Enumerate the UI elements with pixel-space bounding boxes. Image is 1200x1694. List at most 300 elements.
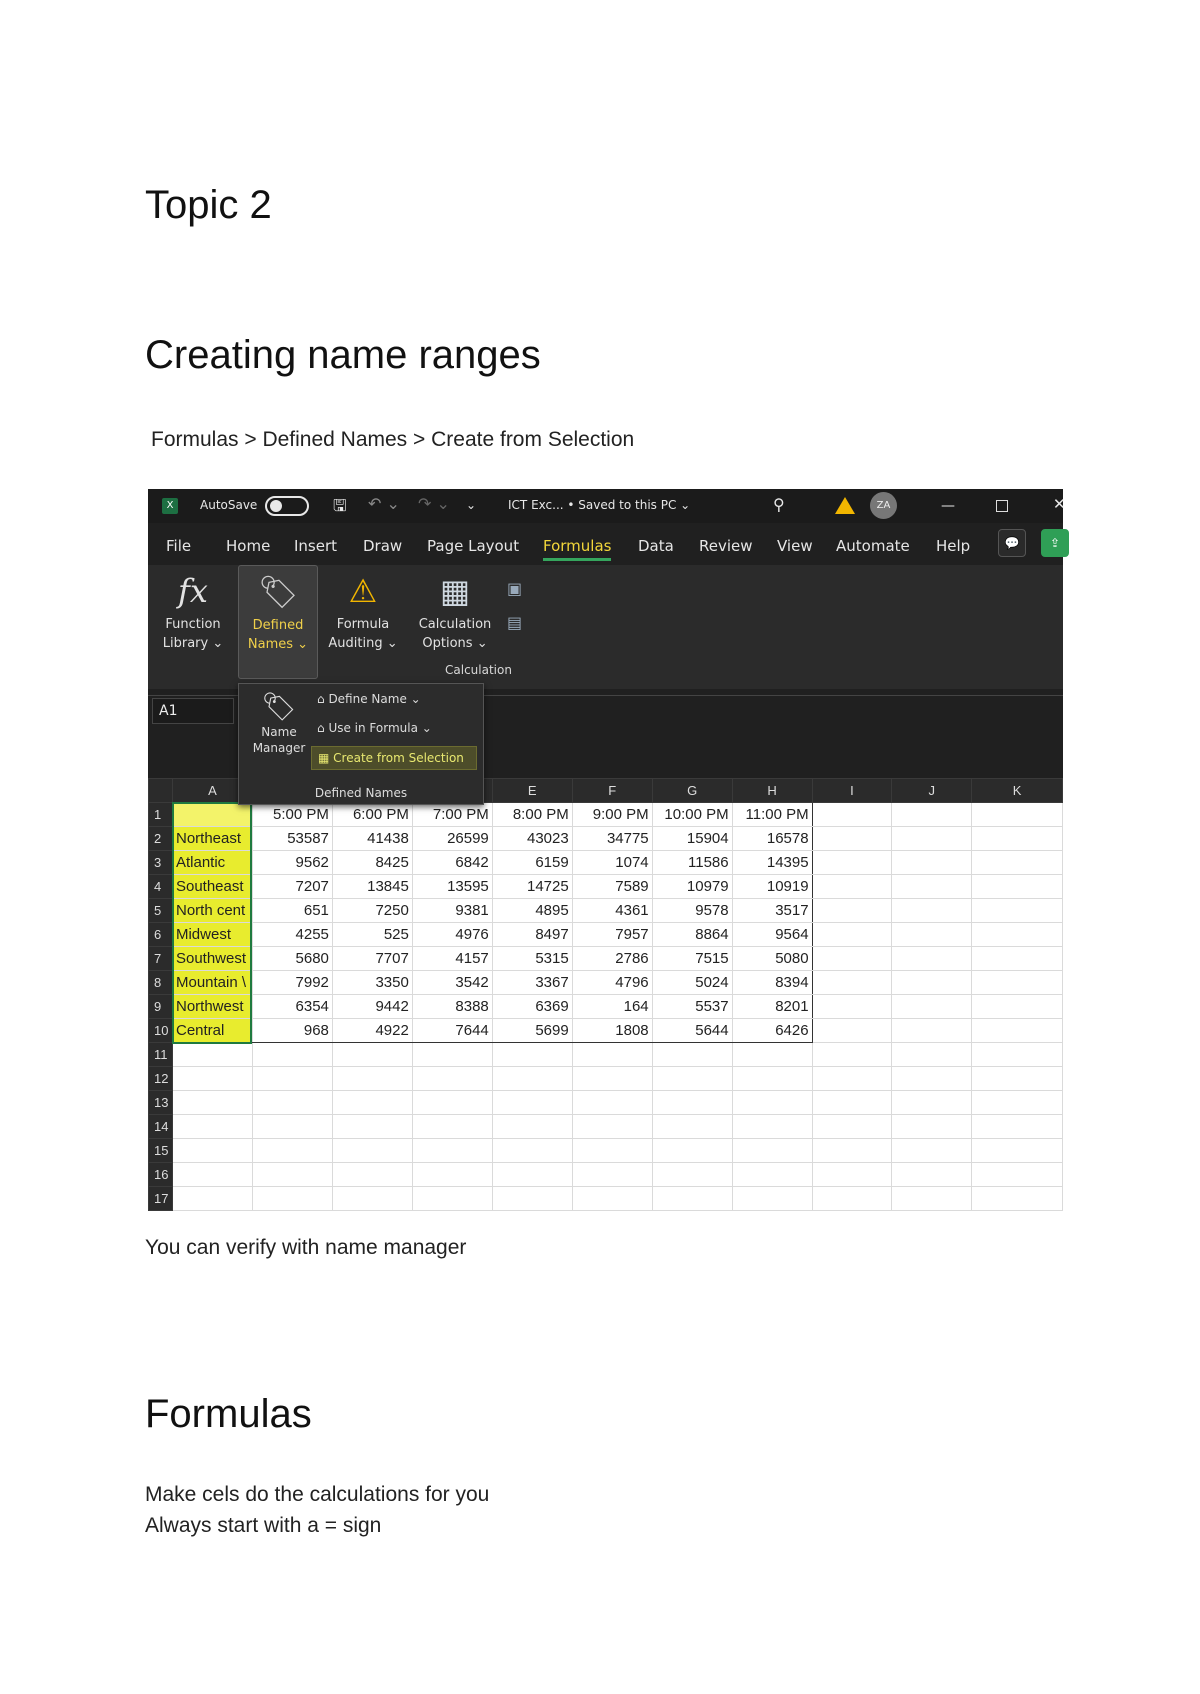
maximize-icon[interactable] [996, 500, 1008, 512]
data-cell[interactable] [972, 1115, 1063, 1139]
data-cell[interactable] [972, 1187, 1063, 1211]
row-label-cell[interactable]: Midwest [172, 923, 252, 947]
table-row [149, 1163, 1063, 1187]
data-cell[interactable] [652, 1115, 732, 1139]
data-cell[interactable] [812, 851, 892, 875]
data-cell[interactable] [972, 971, 1063, 995]
row-label-cell[interactable]: Northeast [172, 827, 252, 851]
data-cell[interactable]: 7957 [572, 923, 652, 947]
data-cell[interactable] [892, 995, 972, 1019]
data-cell[interactable] [892, 1091, 972, 1115]
data-cell[interactable] [652, 1187, 732, 1211]
section-heading-name-ranges: Creating name ranges [145, 333, 541, 377]
data-cell[interactable] [892, 971, 972, 995]
data-cell[interactable]: 13845 [332, 875, 412, 899]
data-cell[interactable]: 15904 [652, 827, 732, 851]
data-cell[interactable] [892, 1115, 972, 1139]
data-cell[interactable] [332, 1163, 412, 1187]
calculation-options-label-2: Options ⌄ [422, 636, 488, 651]
tab-file[interactable]: File [166, 537, 192, 555]
data-cell[interactable] [252, 1091, 332, 1115]
defined-names-dropdown [238, 683, 484, 805]
tab-data[interactable]: Data [638, 537, 674, 555]
column-header[interactable]: K [972, 779, 1063, 803]
data-cell[interactable] [492, 1115, 572, 1139]
data-cell[interactable] [492, 1187, 572, 1211]
data-cell[interactable] [892, 851, 972, 875]
row-header[interactable]: 8 [149, 971, 173, 995]
data-cell[interactable]: 11:00 PM [732, 803, 812, 827]
row-label-cell[interactable]: Southwest [172, 947, 252, 971]
row-header[interactable]: 3 [149, 851, 173, 875]
topic-heading: Topic 2 [145, 183, 272, 227]
data-cell[interactable] [572, 1043, 652, 1067]
data-cell[interactable] [252, 1163, 332, 1187]
data-cell[interactable]: 4922 [332, 1019, 412, 1043]
tab-review[interactable]: Review [699, 537, 753, 555]
row-label-cell[interactable] [172, 1091, 252, 1115]
close-icon[interactable]: ✕ [1053, 495, 1066, 513]
data-cell[interactable] [972, 827, 1063, 851]
data-cell[interactable] [892, 1139, 972, 1163]
share-button[interactable]: ⇪ [1041, 529, 1069, 557]
data-cell[interactable]: 5644 [652, 1019, 732, 1043]
row-label-cell[interactable] [172, 1163, 252, 1187]
data-cell[interactable]: 6:00 PM [332, 803, 412, 827]
data-cell[interactable]: 9:00 PM [572, 803, 652, 827]
document-title[interactable]: ICT Exc... • Saved to this PC ⌄ [508, 498, 691, 512]
data-cell[interactable] [812, 803, 892, 827]
data-cell[interactable]: 41438 [332, 827, 412, 851]
formula-auditing-label: Formula [336, 617, 390, 632]
row-label-cell[interactable] [172, 1067, 252, 1091]
data-cell[interactable] [332, 1067, 412, 1091]
data-cell[interactable]: 7707 [332, 947, 412, 971]
use-in-formula-label: Use in Formula ⌄ [328, 721, 432, 735]
excel-logo-icon: X [162, 498, 178, 514]
data-cell[interactable] [572, 1115, 652, 1139]
data-cell[interactable] [972, 1163, 1063, 1187]
formula-note-2: Always start with a = sign [145, 1514, 382, 1537]
row-header[interactable]: 4 [149, 875, 173, 899]
data-cell[interactable] [732, 1163, 812, 1187]
data-cell[interactable] [412, 1115, 492, 1139]
data-cell[interactable] [892, 1019, 972, 1043]
data-cell[interactable] [812, 1067, 892, 1091]
save-icon[interactable]: 🖫 [333, 496, 347, 515]
data-cell[interactable] [732, 1187, 812, 1211]
row-label-cell[interactable] [172, 1115, 252, 1139]
data-cell[interactable]: 7515 [652, 947, 732, 971]
data-cell[interactable]: 164 [572, 995, 652, 1019]
row-label-cell[interactable]: Central [172, 1019, 252, 1043]
data-cell[interactable] [892, 1043, 972, 1067]
data-cell[interactable]: 5315 [492, 947, 572, 971]
name-manager-icon: 🏷 [261, 690, 297, 723]
column-header[interactable]: I [812, 779, 892, 803]
function-library-button[interactable] [160, 571, 226, 663]
data-cell[interactable] [252, 1115, 332, 1139]
data-cell[interactable]: 6842 [412, 851, 492, 875]
data-cell[interactable]: 6426 [732, 1019, 812, 1043]
data-cell[interactable]: 5537 [652, 995, 732, 1019]
data-cell[interactable]: 7250 [332, 899, 412, 923]
data-cell[interactable] [972, 1067, 1063, 1091]
data-cell[interactable]: 6354 [252, 995, 332, 1019]
create-from-selection-item[interactable] [311, 746, 477, 770]
data-cell[interactable] [972, 875, 1063, 899]
data-cell[interactable] [972, 1043, 1063, 1067]
ribbon-tabs [148, 529, 1063, 561]
data-cell[interactable]: 8:00 PM [492, 803, 572, 827]
data-cell[interactable]: 9564 [732, 923, 812, 947]
data-cell[interactable]: 3542 [412, 971, 492, 995]
section-heading-formulas: Formulas [145, 1392, 312, 1436]
data-cell[interactable] [972, 851, 1063, 875]
data-cell[interactable]: 6159 [492, 851, 572, 875]
data-cell[interactable]: 5080 [732, 947, 812, 971]
table-row [149, 1043, 1063, 1067]
data-cell[interactable] [812, 1163, 892, 1187]
data-cell[interactable]: 4895 [492, 899, 572, 923]
row-header[interactable]: 9 [149, 995, 173, 1019]
data-cell[interactable] [812, 1019, 892, 1043]
name-manager-label: Name [261, 725, 297, 739]
data-cell[interactable]: 525 [332, 923, 412, 947]
name-manager-button[interactable] [247, 690, 311, 756]
row-header[interactable]: 16 [149, 1163, 173, 1187]
table-row [149, 827, 1063, 851]
row-label-cell[interactable]: Atlantic [172, 851, 252, 875]
data-cell[interactable]: 9381 [412, 899, 492, 923]
undo-icon[interactable]: ↶ ⌄ [368, 494, 400, 513]
data-cell[interactable]: 10919 [732, 875, 812, 899]
data-cell[interactable] [892, 1067, 972, 1091]
data-cell[interactable]: 7:00 PM [412, 803, 492, 827]
row-header[interactable]: 14 [149, 1115, 173, 1139]
data-cell[interactable] [412, 1163, 492, 1187]
function-library-label: Function [165, 617, 221, 632]
create-from-selection-label: Create from Selection [333, 751, 464, 765]
data-cell[interactable]: 4976 [412, 923, 492, 947]
data-cell[interactable] [892, 827, 972, 851]
menu-path-text: Formulas > Defined Names > Create from Selection [151, 428, 635, 451]
data-cell[interactable] [972, 1019, 1063, 1043]
calculate-now-icon[interactable]: ▣ [507, 579, 523, 598]
row-label-cell[interactable] [172, 1187, 252, 1211]
calculation-options-label: Calculation [418, 617, 492, 632]
data-cell[interactable]: 8864 [652, 923, 732, 947]
data-cell[interactable] [892, 899, 972, 923]
verify-text: You can verify with name manager [145, 1236, 467, 1259]
data-cell[interactable] [732, 1043, 812, 1067]
table-row [149, 923, 1063, 947]
data-cell[interactable]: 1808 [572, 1019, 652, 1043]
use-in-formula-item[interactable] [311, 717, 477, 741]
data-cell[interactable] [892, 923, 972, 947]
data-cell[interactable]: 8394 [732, 971, 812, 995]
data-cell[interactable] [812, 1187, 892, 1211]
calculate-sheet-icon[interactable]: ▤ [507, 613, 523, 632]
autosave-toggle[interactable] [265, 496, 309, 516]
formula-auditing-label-2: Auditing ⌄ [328, 636, 398, 651]
row-header[interactable]: 6 [149, 923, 173, 947]
search-icon[interactable]: ⚲ [773, 495, 785, 514]
excel-titlebar [148, 489, 1066, 523]
data-cell[interactable]: 26599 [412, 827, 492, 851]
data-cell[interactable]: 34775 [572, 827, 652, 851]
data-cell[interactable] [972, 1139, 1063, 1163]
data-cell[interactable] [972, 923, 1063, 947]
data-cell[interactable] [412, 1043, 492, 1067]
data-cell[interactable] [812, 1139, 892, 1163]
data-cell[interactable]: 10:00 PM [652, 803, 732, 827]
data-cell[interactable]: 7207 [252, 875, 332, 899]
tab-view[interactable]: View [777, 537, 813, 555]
row-header[interactable]: 2 [149, 827, 173, 851]
table-row [149, 851, 1063, 875]
data-cell[interactable] [812, 875, 892, 899]
data-cell[interactable] [572, 1091, 652, 1115]
formula-auditing-icon: ⚠ [348, 572, 378, 610]
data-cell[interactable]: 14725 [492, 875, 572, 899]
column-header[interactable]: A [172, 779, 252, 803]
data-cell[interactable] [252, 1187, 332, 1211]
comments-button[interactable]: 💬 [998, 529, 1026, 557]
defined-names-group-label: Defined Names [314, 786, 408, 800]
table-row [149, 1115, 1063, 1139]
data-cell[interactable] [812, 971, 892, 995]
data-cell[interactable]: 43023 [492, 827, 572, 851]
row-header[interactable]: 17 [149, 1187, 173, 1211]
data-cell[interactable]: 3367 [492, 971, 572, 995]
data-cell[interactable] [972, 995, 1063, 1019]
select-all-corner[interactable] [149, 779, 173, 803]
data-cell[interactable] [892, 1187, 972, 1211]
data-cell[interactable] [572, 1139, 652, 1163]
avatar[interactable]: ZA [870, 492, 897, 519]
data-cell[interactable]: 10979 [652, 875, 732, 899]
table-row [149, 995, 1063, 1019]
function-library-label-2: Library ⌄ [162, 636, 224, 651]
defined-names-label-2: Names ⌄ [247, 637, 309, 652]
data-cell[interactable] [732, 1091, 812, 1115]
row-header[interactable]: 11 [149, 1043, 173, 1067]
data-cell[interactable]: 8201 [732, 995, 812, 1019]
data-cell[interactable] [332, 1139, 412, 1163]
row-label-cell[interactable]: Southeast [172, 875, 252, 899]
row-header[interactable]: 15 [149, 1139, 173, 1163]
row-label-cell[interactable] [172, 1043, 252, 1067]
data-cell[interactable] [492, 1043, 572, 1067]
table-row [149, 1187, 1063, 1211]
row-label-cell[interactable]: Mountain \ [172, 971, 252, 995]
data-cell[interactable]: 13595 [412, 875, 492, 899]
data-cell[interactable] [332, 1043, 412, 1067]
table-row [149, 899, 1063, 923]
row-header[interactable]: 1 [149, 803, 173, 827]
column-header[interactable]: G [652, 779, 732, 803]
row-header[interactable]: 10 [149, 1019, 173, 1043]
row-header[interactable]: 5 [149, 899, 173, 923]
data-cell[interactable] [492, 1163, 572, 1187]
column-header[interactable]: J [892, 779, 972, 803]
data-cell[interactable]: 9578 [652, 899, 732, 923]
minimize-icon[interactable]: — [941, 498, 955, 514]
tab-draw[interactable]: Draw [363, 537, 403, 555]
data-cell[interactable]: 5024 [652, 971, 732, 995]
data-cell[interactable]: 5:00 PM [252, 803, 332, 827]
tab-help[interactable]: Help [936, 537, 971, 555]
data-cell[interactable]: 8497 [492, 923, 572, 947]
tab-automate[interactable]: Automate [836, 537, 910, 555]
table-row [149, 947, 1063, 971]
column-header[interactable]: H [732, 779, 812, 803]
data-cell[interactable] [812, 923, 892, 947]
data-cell[interactable] [572, 1067, 652, 1091]
defined-names-label: Defined [252, 618, 304, 633]
table-row [149, 875, 1063, 899]
data-cell[interactable] [892, 1163, 972, 1187]
data-cell[interactable]: 7644 [412, 1019, 492, 1043]
data-cell[interactable] [412, 1091, 492, 1115]
data-cell[interactable] [812, 1115, 892, 1139]
name-box[interactable]: A1 [152, 698, 234, 724]
defined-names-button[interactable] [238, 565, 318, 679]
data-cell[interactable] [492, 1091, 572, 1115]
data-cell[interactable] [652, 1163, 732, 1187]
tab-home[interactable]: Home [226, 537, 271, 555]
data-cell[interactable] [732, 1139, 812, 1163]
data-cell[interactable] [812, 827, 892, 851]
data-cell[interactable] [812, 899, 892, 923]
redo-icon[interactable]: ↷ ⌄ [418, 494, 450, 513]
data-cell[interactable] [652, 1067, 732, 1091]
data-cell[interactable]: 53587 [252, 827, 332, 851]
create-from-selection-icon: ▦ [318, 751, 334, 765]
data-cell[interactable]: 7589 [572, 875, 652, 899]
data-cell[interactable]: 3517 [732, 899, 812, 923]
function-icon: fx [178, 572, 208, 610]
data-cell[interactable] [892, 947, 972, 971]
data-cell[interactable] [652, 1139, 732, 1163]
data-cell[interactable]: 8388 [412, 995, 492, 1019]
formula-auditing-button[interactable] [326, 571, 400, 663]
autosave-label: AutoSave [200, 498, 258, 512]
data-cell[interactable]: 16578 [732, 827, 812, 851]
data-cell[interactable]: 7992 [252, 971, 332, 995]
table-row [149, 803, 1063, 827]
data-cell[interactable] [252, 1067, 332, 1091]
data-cell[interactable] [492, 1067, 572, 1091]
column-header[interactable]: E [492, 779, 572, 803]
data-cell[interactable]: 9442 [332, 995, 412, 1019]
defined-names-icon: 🏷 [257, 573, 299, 611]
data-cell[interactable] [972, 803, 1063, 827]
data-cell[interactable] [812, 1043, 892, 1067]
data-cell[interactable]: 2786 [572, 947, 652, 971]
data-cell[interactable] [652, 1091, 732, 1115]
data-cell[interactable] [412, 1067, 492, 1091]
formula-note-1: Make cels do the calculations for you [145, 1483, 490, 1506]
data-cell[interactable]: 14395 [732, 851, 812, 875]
row-label-cell[interactable] [172, 803, 252, 827]
data-cell[interactable] [892, 803, 972, 827]
table-row [149, 1091, 1063, 1115]
data-cell[interactable] [892, 875, 972, 899]
column-header[interactable]: F [572, 779, 652, 803]
define-name-item[interactable] [311, 688, 477, 712]
tab-page-layout[interactable]: Page Layout [427, 537, 520, 555]
row-label-cell[interactable] [172, 1139, 252, 1163]
data-cell[interactable]: 5699 [492, 1019, 572, 1043]
data-cell[interactable]: 4361 [572, 899, 652, 923]
data-cell[interactable] [652, 1043, 732, 1067]
data-cell[interactable]: 4796 [572, 971, 652, 995]
data-cell[interactable]: 9562 [252, 851, 332, 875]
data-cell[interactable]: 8425 [332, 851, 412, 875]
calculation-options-button[interactable] [413, 571, 497, 663]
data-cell[interactable]: 1074 [572, 851, 652, 875]
tab-insert[interactable]: Insert [294, 537, 338, 555]
warning-icon[interactable] [835, 497, 855, 514]
data-cell[interactable] [252, 1139, 332, 1163]
data-cell[interactable] [412, 1139, 492, 1163]
data-cell[interactable] [332, 1187, 412, 1211]
quick-access-more-icon[interactable]: ⌄ [466, 498, 477, 512]
data-cell[interactable]: 6369 [492, 995, 572, 1019]
data-cell[interactable]: 4157 [412, 947, 492, 971]
data-cell[interactable] [732, 1067, 812, 1091]
calculation-group-label: Calculation [445, 663, 512, 677]
row-header[interactable]: 13 [149, 1091, 173, 1115]
data-cell[interactable] [732, 1115, 812, 1139]
name-manager-label-2: Manager [252, 741, 306, 755]
data-cell[interactable] [332, 1091, 412, 1115]
data-cell[interactable] [972, 899, 1063, 923]
use-formula-icon: ⌂ [317, 721, 329, 735]
excel-screenshot [148, 489, 1066, 1206]
table-row [149, 971, 1063, 995]
data-cell[interactable] [972, 947, 1063, 971]
data-cell[interactable] [492, 1139, 572, 1163]
table-row [149, 1067, 1063, 1091]
data-cell[interactable] [572, 1163, 652, 1187]
data-cell[interactable] [412, 1187, 492, 1211]
tag-icon: ⌂ [317, 692, 329, 706]
data-cell[interactable] [812, 947, 892, 971]
calculator-icon: ▦ [439, 572, 471, 610]
row-label-cell[interactable]: North cent [172, 899, 252, 923]
spreadsheet-grid [148, 778, 1063, 1206]
data-cell[interactable]: 4255 [252, 923, 332, 947]
data-cell[interactable]: 11586 [652, 851, 732, 875]
data-cell[interactable] [572, 1187, 652, 1211]
tab-formulas[interactable]: Formulas [543, 537, 611, 561]
data-cell[interactable]: 651 [252, 899, 332, 923]
data-cell[interactable]: 3350 [332, 971, 412, 995]
data-cell[interactable] [972, 1091, 1063, 1115]
data-cell[interactable]: 5680 [252, 947, 332, 971]
row-header[interactable]: 7 [149, 947, 173, 971]
data-cell[interactable]: 968 [252, 1019, 332, 1043]
data-cell[interactable] [812, 995, 892, 1019]
data-cell[interactable] [252, 1043, 332, 1067]
data-cell[interactable] [332, 1115, 412, 1139]
row-label-cell[interactable]: Northwest [172, 995, 252, 1019]
row-header[interactable]: 12 [149, 1067, 173, 1091]
data-cell[interactable] [812, 1091, 892, 1115]
